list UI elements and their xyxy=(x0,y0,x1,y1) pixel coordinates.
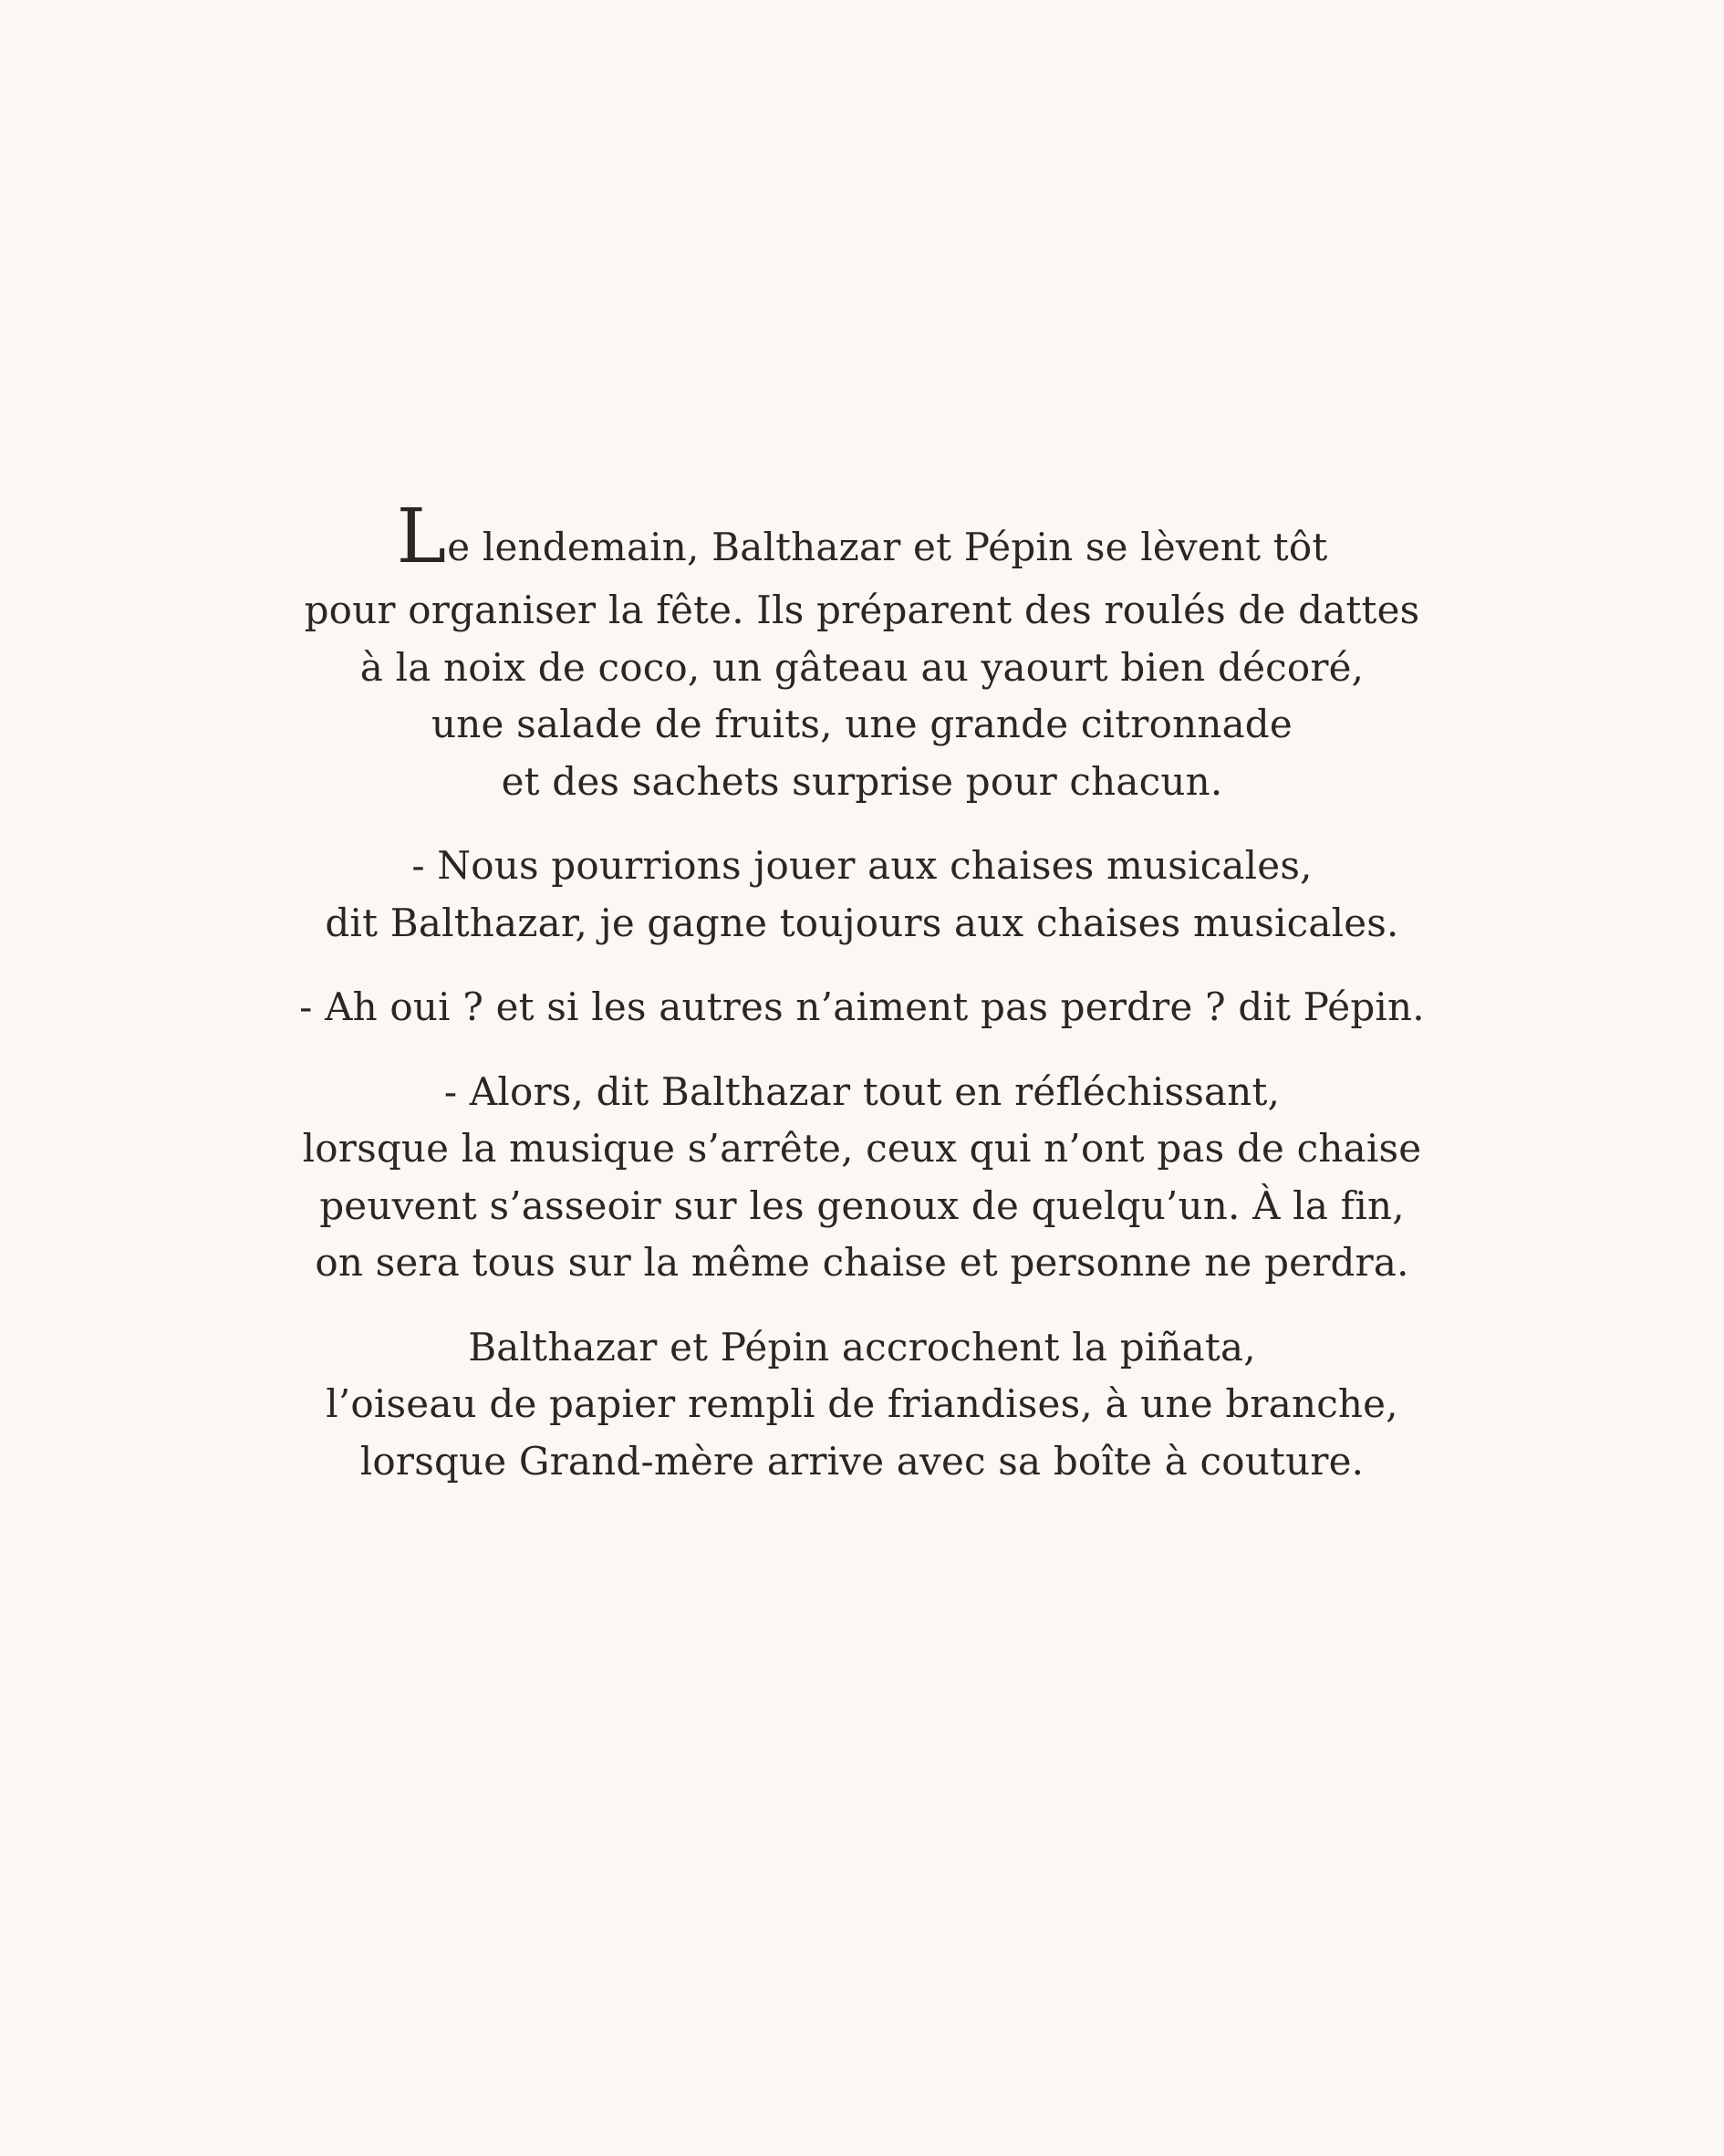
text-line: l’oiseau de papier rempli de friandises, à une branche, xyxy=(326,1381,1398,1426)
first-line-text: e lendemain, Balthazar et Pépin se lèvent tôt xyxy=(447,525,1328,569)
text-line: Balthazar et Pépin accrochent la piñata, xyxy=(468,1324,1256,1370)
story-text xyxy=(182,494,1542,1517)
drop-cap: L xyxy=(396,494,447,580)
paragraph-opening xyxy=(182,494,1542,810)
first-line xyxy=(182,494,1542,582)
text-line: - Nous pourrions jouer aux chaises musicales, xyxy=(411,843,1313,888)
paragraph-narration xyxy=(182,1319,1542,1491)
text-line: - Ah oui ? et si les autres n’aiment pas perdre ? dit Pépin. xyxy=(299,984,1425,1029)
text-line: lorsque la musique s’arrête, ceux qui n’ont pas de chaise xyxy=(302,1126,1422,1171)
text-line: dit Balthazar, je gagne toujours aux chaises musicales. xyxy=(325,900,1399,945)
text-line: et des sachets surprise pour chacun. xyxy=(501,758,1223,804)
text-line: une salade de fruits, une grande citronnade xyxy=(431,702,1293,746)
text-line: peuvent s’asseoir sur les genoux de quelqu’un. À la fin, xyxy=(319,1182,1405,1228)
text-line: pour organiser la fête. Ils préparent des roulés de dattes xyxy=(304,588,1420,632)
paragraph-dialogue-2 xyxy=(182,979,1542,1036)
text-line: à la noix de coco, un gâteau au yaourt bien décoré, xyxy=(359,644,1365,690)
text-line: - Alors, dit Balthazar tout en réfléchissant, xyxy=(443,1068,1281,1114)
paragraph-dialogue-3 xyxy=(182,1064,1542,1292)
paragraph-dialogue-1 xyxy=(182,838,1542,952)
text-line: on sera tous sur la même chaise et personne ne perdra. xyxy=(315,1240,1409,1285)
text-line: lorsque Grand-mère arrive avec sa boîte à couture. xyxy=(359,1438,1365,1484)
